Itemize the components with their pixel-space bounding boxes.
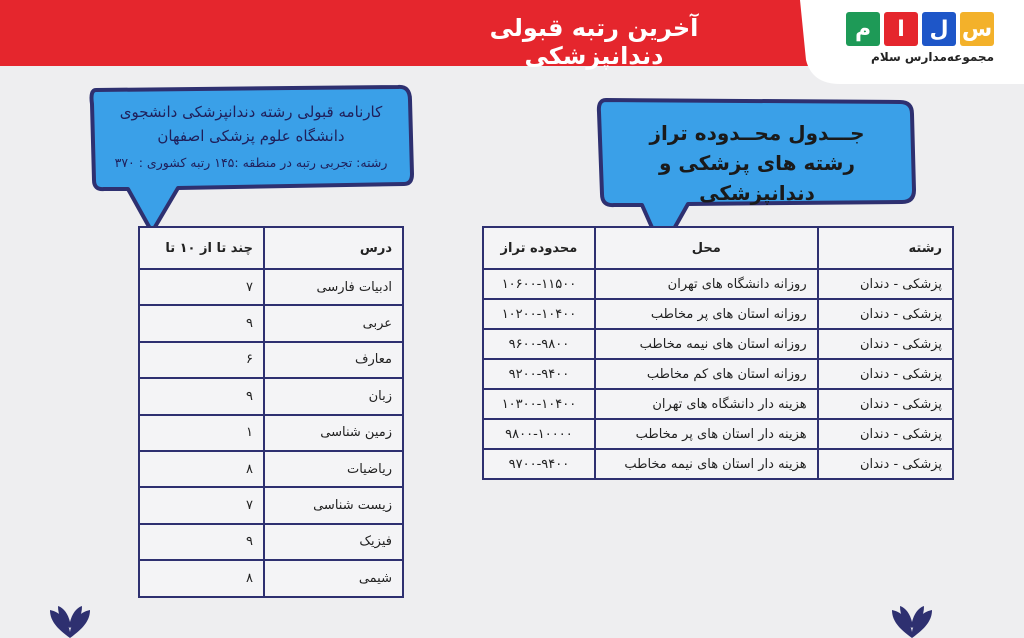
subject-cell: فیزیک xyxy=(264,524,403,560)
subject-cell: عربی xyxy=(264,305,403,341)
table-row xyxy=(483,329,953,359)
place-cell: هزینه دار دانشگاه های تهران xyxy=(595,389,818,419)
dist-table xyxy=(482,226,954,480)
logo-tile-mim: م xyxy=(846,12,880,46)
range-cell: ۹۶۰۰-۹۸۰۰ xyxy=(483,329,595,359)
table-row xyxy=(483,419,953,449)
range-cell: ۹۷۰۰-۹۴۰۰ xyxy=(483,449,595,479)
logo-tile-alef: ا xyxy=(884,12,918,46)
range-cell: ۱۰۳۰۰-۱۰۴۰۰ xyxy=(483,389,595,419)
place-cell: روزانه استان های نیمه مخاطب xyxy=(595,329,818,359)
table-row xyxy=(139,415,403,451)
score-header: چند تا از ۱۰ تا xyxy=(139,227,264,269)
score-cell: ۸ xyxy=(139,451,264,487)
table-row xyxy=(483,299,953,329)
table-row xyxy=(139,305,403,341)
table-row xyxy=(139,560,403,596)
field-cell: پزشکی - دندان xyxy=(818,329,953,359)
table-row xyxy=(139,269,403,305)
place-header: محل xyxy=(595,227,818,269)
subject-cell: معارف xyxy=(264,342,403,378)
table-row xyxy=(139,487,403,523)
subject-cell: شیمی xyxy=(264,560,403,596)
table-row xyxy=(139,451,403,487)
place-cell: روزانه دانشگاه های تهران xyxy=(595,269,818,299)
score-cell: ۷ xyxy=(139,269,264,305)
field-cell: پزشکی - دندان xyxy=(818,419,953,449)
field-cell: پزشکی - دندان xyxy=(818,299,953,329)
score-cell: ۹ xyxy=(139,305,264,341)
table-row xyxy=(483,449,953,479)
subject-cell: زیست شناسی xyxy=(264,487,403,523)
dist-table-title xyxy=(598,118,916,208)
report-card-line3: رشته: تجربی رتبه در منطقه :۱۴۵ رتبه کشوری : ۳۷۰ xyxy=(114,155,388,170)
subject-header: درس xyxy=(264,227,403,269)
leaf-icon xyxy=(46,598,94,638)
range-cell: ۱۰۶۰۰-۱۱۵۰۰ xyxy=(483,269,595,299)
table-row xyxy=(483,359,953,389)
subject-cell: زمین شناسی xyxy=(264,415,403,451)
range-cell: ۱۰۲۰۰-۱۰۴۰۰ xyxy=(483,299,595,329)
table-row xyxy=(483,389,953,419)
subject-cell: ریاضیات xyxy=(264,451,403,487)
place-cell: هزینه دار استان های نیمه مخاطب xyxy=(595,449,818,479)
dist-title-line1: جـــدول محــدوده تراز xyxy=(649,121,865,145)
score-cell: ۸ xyxy=(139,560,264,596)
place-cell: روزانه استان های پر مخاطب xyxy=(595,299,818,329)
score-cell: ۹ xyxy=(139,378,264,414)
leaf-icon xyxy=(888,598,936,638)
subjects-table xyxy=(138,226,404,598)
place-cell: روزانه استان های کم مخاطب xyxy=(595,359,818,389)
report-card-line2: دانشگاه علوم پزشکی اصفهان xyxy=(157,127,345,145)
report-card-caption xyxy=(92,100,410,174)
range-cell: ۹۸۰۰-۱۰۰۰۰ xyxy=(483,419,595,449)
score-cell: ۱ xyxy=(139,415,264,451)
dist-title-line2: رشته های پزشکی و دندانپزشکی xyxy=(659,151,855,205)
subject-cell: زبان xyxy=(264,378,403,414)
field-cell: پزشکی - دندان xyxy=(818,269,953,299)
logo-tile-sin: س xyxy=(960,12,994,46)
range-header: محدوده تراز xyxy=(483,227,595,269)
table-row xyxy=(483,269,953,299)
score-cell: ۷ xyxy=(139,487,264,523)
score-cell: ۶ xyxy=(139,342,264,378)
logo-tile-lam: ل xyxy=(922,12,956,46)
table-row xyxy=(139,378,403,414)
subjects-header-row xyxy=(139,227,403,269)
field-cell: پزشکی - دندان xyxy=(818,449,953,479)
score-cell: ۹ xyxy=(139,524,264,560)
field-cell: پزشکی - دندان xyxy=(818,389,953,419)
field-cell: پزشکی - دندان xyxy=(818,359,953,389)
table-row xyxy=(139,342,403,378)
dist-header-row xyxy=(483,227,953,269)
subject-cell: ادبیات فارسی xyxy=(264,269,403,305)
page-title: آخرین رتبه قبولی دندانپزشکی xyxy=(489,14,699,70)
report-card-line1: کارنامه قبولی رشته دندانپزشکی دانشجوی xyxy=(119,103,383,121)
table-row xyxy=(139,524,403,560)
range-cell: ۹۲۰۰-۹۴۰۰ xyxy=(483,359,595,389)
logo-text: مجموعه‌مدارس سلام xyxy=(871,50,994,64)
field-header: رشته xyxy=(818,227,953,269)
place-cell: هزینه دار استان های پر مخاطب xyxy=(595,419,818,449)
